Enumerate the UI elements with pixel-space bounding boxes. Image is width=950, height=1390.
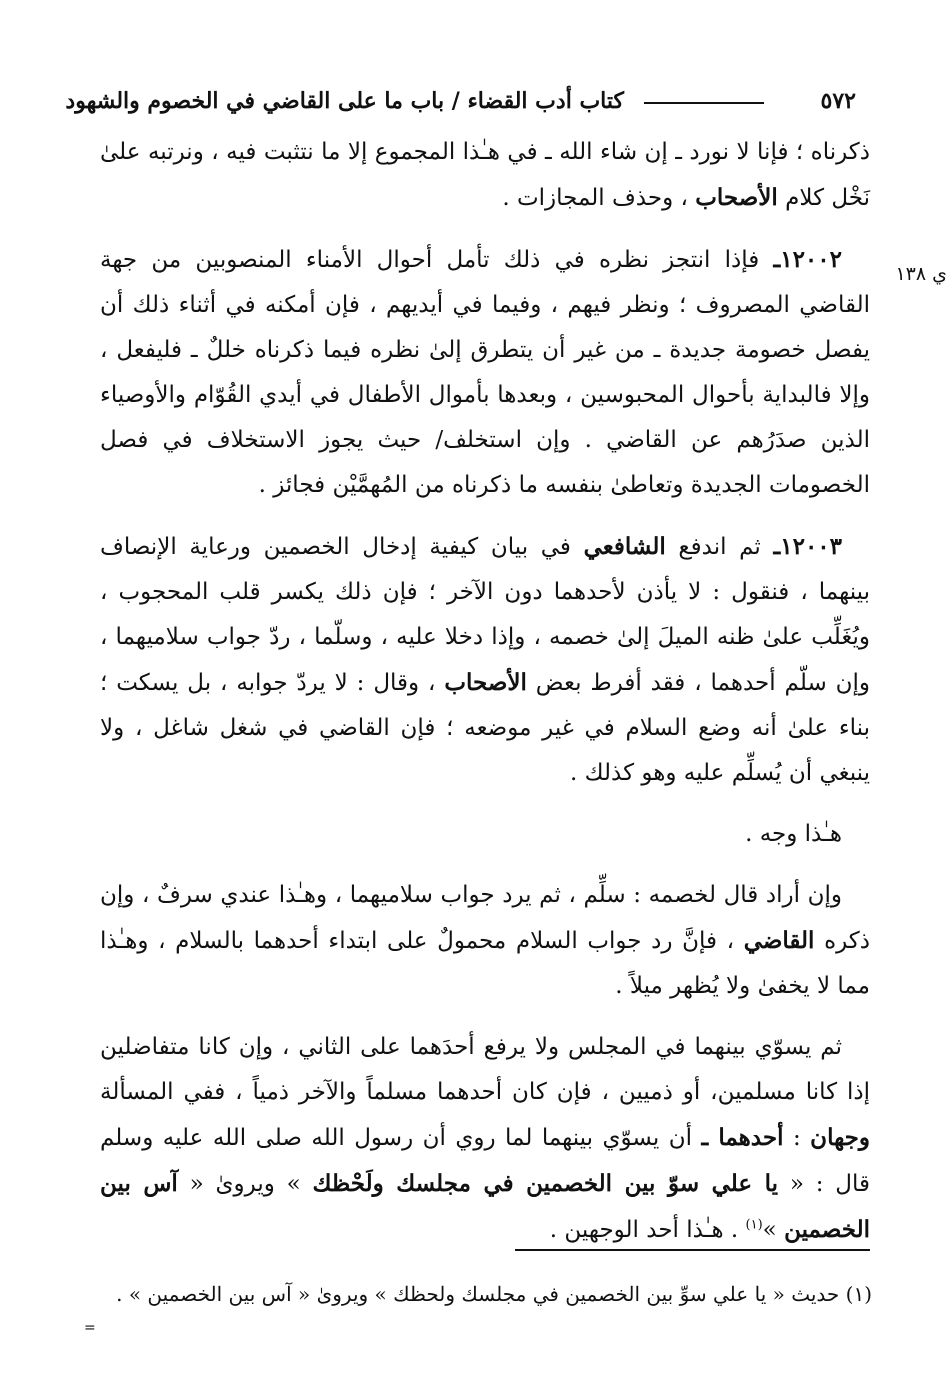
paragraph-seating: ثم يسوّي بينهما في المجلس ولا يرفع أحدَهما على الثاني ، وإن كانا متفاضلين إذا كانا مسلمين، أو ذميين ، فإن كان أحدهما مسلماً والآخر ذمياً ، ففي المسألة وجهان : أحدهما ـ أن يسوّي بينهما لما روي أن رسول الله صلى الله عليه وسلم قال : « يا علي سوّ بين الخصمين في مجلسك ولَحْظك » ويروىٰ « آس بين الخصمين »$^{(١)}$ . هـٰذا أحد الوجهين . bbox=[100, 1034, 871, 1243]
paragraph-12003: ١٢٠٠٣ـ ثم اندفع الشافعي في بيان كيفية إدخال الخصمين ورعاية الإنصاف بينهما ، فنقول : لا يأذن لأحدهما دون الآخر ؛ فإن ذلك يكسر قلب المحجوب ، ويُغَلِّب علىٰ ظنه الميلَ إلىٰ خصمه ، وإذا دخلا عليه ، وسلّما ، ردّ جواب سلاميهما ، وإن سلّم أحدهما ، فقد أفرط بعض الأصحاب ، وقال : لا يردّ جوابه ، بل يسكت ؛ بناء علىٰ أنه وضع السلام في غير موضعه ؛ فإن القاضي في شغل شاغل ، ولا ينبغي أن يُسلِّم عليه وهو كذلك . bbox=[100, 533, 870, 786]
header-rule bbox=[644, 102, 764, 104]
margin-reference: ي ١٣٨ bbox=[895, 263, 947, 285]
paragraph-short: هـٰذا وجه . bbox=[745, 821, 842, 847]
footnote: (١) حديث « يا علي سوِّ بين الخصمين في مجلسك ولحظك » ويروىٰ « آس بين الخصمين » . bbox=[116, 1282, 872, 1306]
main-text bbox=[100, 130, 870, 1253]
paragraph-12002: ١٢٠٠٢ـ فإذا انتجز نظره في ذلك تأمل أحوال الأمناء المنصوبين من جهة القاضي المصروف ؛ ونظر فيهم ، وفيما في أيديهم ، فإن أمكنه في أثناء ذلك أن يفصل خصومة جديدة ـ من غير أن يتطرق إلىٰ نظره فيما ذكرناه خللٌ ـ فليفعل ، وإلا فالبداية بأحوال المحبوسين ، وبعدها بأموال الأطفال في أيدي القُوّام والأوصياء الذين صدَرُهم عن القاضي . وإن استخلف/ حيث يجوز الاستخلاف في فصل الخصومات الجديدة وتعاطىٰ بنفسه ما ذكرناه من المُهمَّيْن فجائز . bbox=[100, 246, 870, 498]
running-title: كتاب أدب القضاء / باب ما على القاضي في الخصوم والشهود bbox=[65, 88, 624, 114]
page-number: ٥٧٢ bbox=[820, 88, 856, 114]
footnote-rule bbox=[515, 1249, 870, 1251]
footnote-end-mark: = bbox=[84, 1320, 96, 1336]
running-header bbox=[65, 84, 856, 124]
paragraph-continuation: ذكرناه ؛ فإنا لا نورد ـ إن شاء الله ـ في هـٰذا المجموع إلا ما نتثبت فيه ، ونرتبه علىٰ نَخْل كلام الأصحاب ، وحذف المجازات . bbox=[100, 139, 870, 211]
paragraph-greeting: وإن أراد قال لخصمه : سلِّم ، ثم يرد جواب سلاميهما ، وهـٰذا عندي سرفٌ ، وإن ذكره القاضي ، فإنَّ رد جواب السلام محمولٌ على ابتداء أحدهما بالسلام ، وهـٰذا مما لا يخفىٰ ولا يُظهر ميلاً . bbox=[100, 882, 870, 999]
